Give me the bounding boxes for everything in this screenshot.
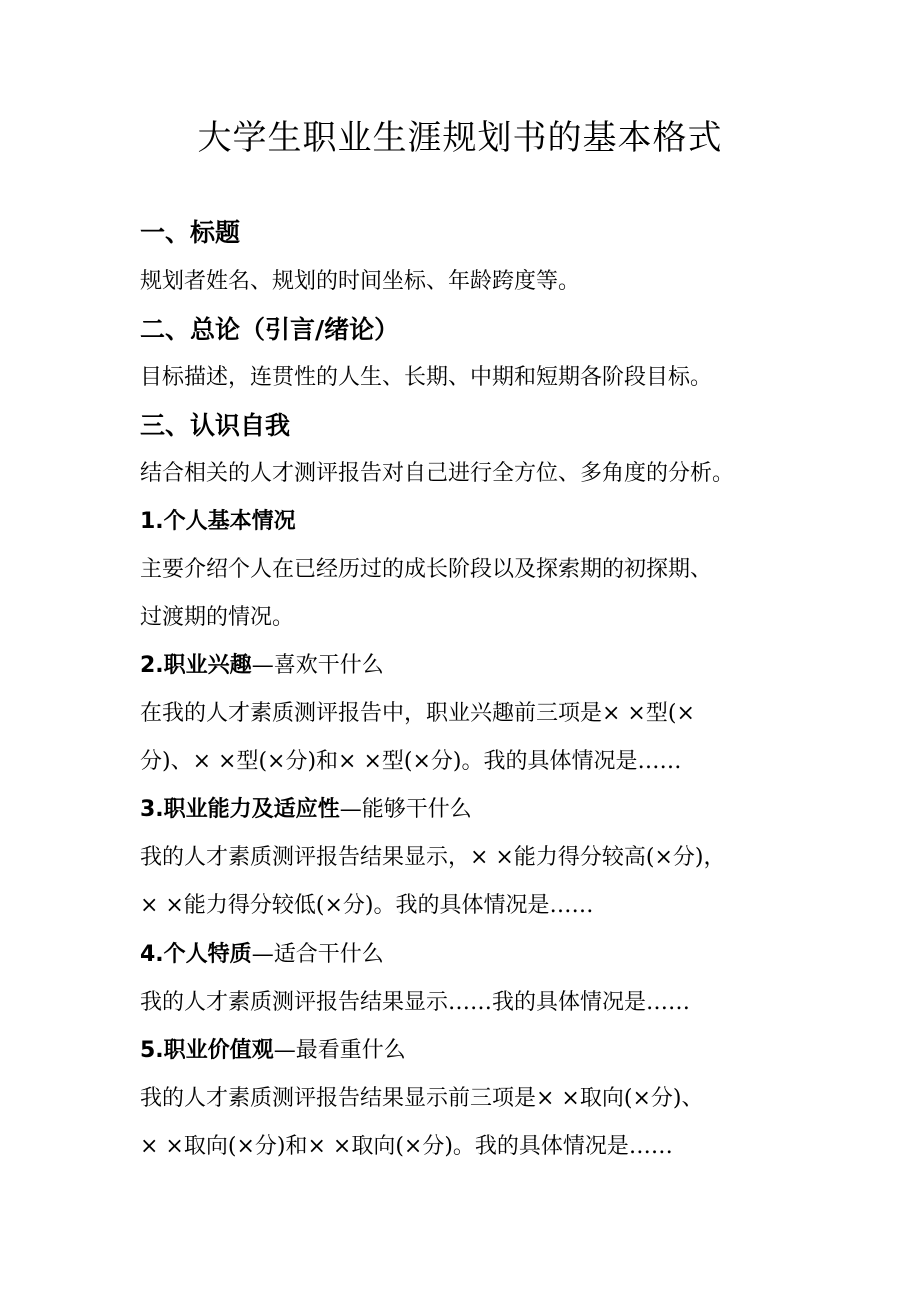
subsection-text-interest-2: 分)、× ×型(×分)和× ×型(×分)。我的具体情况是……: [140, 749, 682, 774]
subsection-text-values-1: 我的人才素质测评报告结果显示前三项是× ×取向(×分)、: [140, 1086, 704, 1111]
subsection-title: 职业能力及适应性: [163, 797, 340, 822]
section-heading-intro: 二、总论（引言/绪论）: [140, 315, 400, 344]
subsection-text-traits-1: 我的人才素质测评报告结果显示……我的具体情况是……: [140, 990, 691, 1015]
section-heading-title: 一、标题: [140, 218, 241, 247]
subsection-tail: —喜欢干什么: [251, 653, 384, 678]
subsection-number: 5.: [140, 1038, 164, 1063]
subsection-tail: —最看重什么: [273, 1038, 406, 1063]
subsection-heading-traits: [140, 938, 384, 972]
subsection-tail: —能够干什么: [339, 797, 472, 822]
subsection-text-basic-1: 主要介绍个人在已经历过的成长阶段以及探索期的初探期、: [140, 557, 713, 582]
section-text-title: 规划者姓名、规划的时间坐标、年龄跨度等。: [140, 269, 581, 294]
subsection-title: 职业兴趣: [163, 653, 252, 678]
subsection-number: 3.: [140, 797, 164, 822]
subsection-heading-interest: [140, 649, 384, 683]
subsection-heading-basic: [140, 505, 296, 539]
subsection-text-values-2: × ×取向(×分)和× ×取向(×分)。我的具体情况是……: [140, 1134, 673, 1159]
subsection-text-interest-1: 在我的人才素质测评报告中，职业兴趣前三项是× ×型(×: [140, 701, 695, 726]
section-text-self: 结合相关的人才测评报告对自己进行全方位、多角度的分析。: [140, 461, 735, 486]
subsection-text-basic-2: 过渡期的情况。: [140, 605, 295, 630]
section-text-intro: 目标描述，连贯性的人生、长期、中期和短期各阶段目标。: [140, 365, 713, 390]
subsection-number: 2.: [140, 653, 164, 678]
section-heading-self: 三、认识自我: [140, 411, 291, 440]
subsection-number: 1.: [140, 509, 164, 534]
subsection-title: 个人特质: [163, 942, 252, 967]
subsection-text-ability-2: × ×能力得分较低(×分)。我的具体情况是……: [140, 893, 594, 918]
subsection-number: 4.: [140, 942, 164, 967]
subsection-tail: —适合干什么: [251, 942, 384, 967]
subsection-heading-values: [140, 1034, 406, 1068]
subsection-title: 个人基本情况: [163, 509, 296, 534]
subsection-title: 职业价值观: [163, 1038, 274, 1063]
subsection-text-ability-1: 我的人才素质测评报告结果显示，× ×能力得分较高(×分)，: [140, 845, 726, 870]
document-title: 大学生职业生涯规划书的基本格式: [197, 118, 723, 158]
subsection-heading-ability: [140, 793, 472, 827]
